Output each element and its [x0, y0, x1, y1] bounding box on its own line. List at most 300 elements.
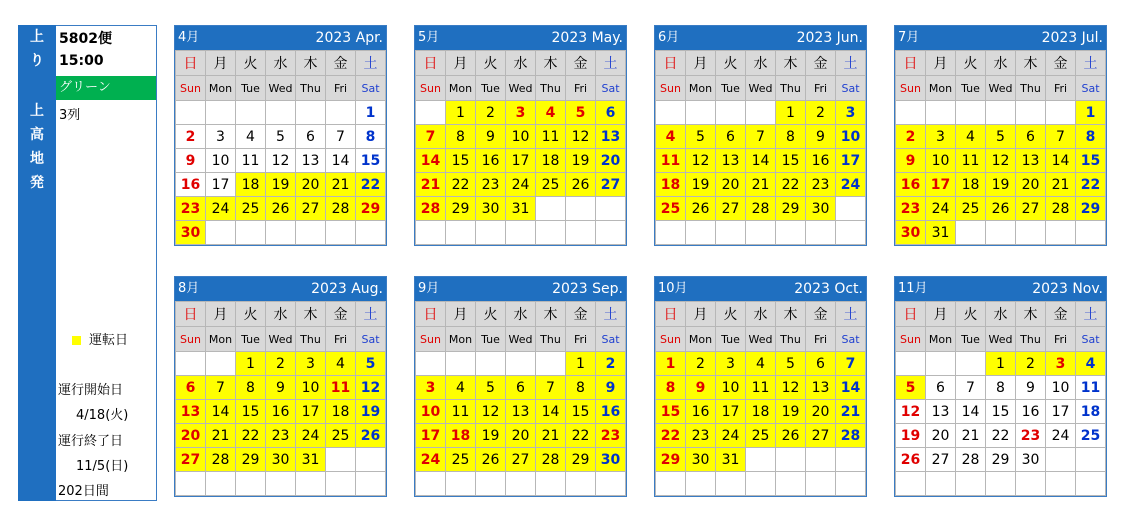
empty-cell	[566, 472, 596, 496]
day-cell: 7	[536, 376, 566, 400]
day-cell: 29	[236, 448, 266, 472]
month-calendar	[654, 276, 867, 497]
weekday-header-jp: 火	[716, 302, 746, 327]
origin-char: 発	[30, 175, 44, 191]
month-calendar	[414, 276, 627, 497]
weekday-header-en: Tue	[956, 327, 986, 352]
empty-cell	[596, 197, 626, 221]
day-cell: 12	[686, 149, 716, 173]
day-cell: 15	[566, 400, 596, 424]
empty-cell	[296, 101, 326, 125]
weekday-header-en: Wed	[986, 76, 1016, 101]
day-cell: 11	[326, 376, 356, 400]
day-cell: 20	[806, 400, 836, 424]
day-cell: 11	[1076, 376, 1106, 400]
month-table	[175, 301, 386, 496]
day-cell: 28	[1046, 197, 1076, 221]
empty-cell	[206, 101, 236, 125]
weekday-header-jp: 月	[206, 51, 236, 76]
day-cell: 1	[656, 352, 686, 376]
empty-cell	[326, 472, 356, 496]
day-cell: 15	[356, 149, 386, 173]
empty-cell	[1076, 221, 1106, 245]
month-header	[415, 26, 626, 50]
weekday-header-en: Tue	[956, 76, 986, 101]
day-cell: 24	[836, 173, 866, 197]
empty-cell	[806, 221, 836, 245]
day-cell: 10	[416, 400, 446, 424]
day-cell: 30	[266, 448, 296, 472]
day-cell: 7	[416, 125, 446, 149]
legend	[72, 329, 128, 348]
empty-cell	[776, 472, 806, 496]
empty-cell	[206, 221, 236, 245]
month-calendar	[654, 25, 867, 246]
week-row	[896, 149, 1106, 173]
week-row	[896, 376, 1106, 400]
empty-cell	[176, 472, 206, 496]
month-header	[175, 26, 386, 50]
day-cell: 26	[776, 424, 806, 448]
empty-cell	[596, 472, 626, 496]
day-cell: 17	[1046, 400, 1076, 424]
empty-cell	[656, 221, 686, 245]
weekday-header-jp: 金	[806, 51, 836, 76]
day-cell: 5	[686, 125, 716, 149]
weekday-header-jp: 火	[956, 302, 986, 327]
empty-cell	[506, 352, 536, 376]
week-row	[896, 352, 1106, 376]
empty-cell	[956, 352, 986, 376]
day-cell: 1	[566, 352, 596, 376]
day-cell: 21	[746, 173, 776, 197]
empty-cell	[326, 101, 356, 125]
weekday-header-jp: 火	[716, 51, 746, 76]
month-header	[175, 277, 386, 301]
day-cell: 12	[266, 149, 296, 173]
week-row	[896, 173, 1106, 197]
empty-cell	[896, 472, 926, 496]
day-cell: 29	[566, 448, 596, 472]
train-number: 5802便	[59, 31, 112, 47]
route-direction-bar	[18, 25, 56, 501]
month-table	[415, 301, 626, 496]
day-cell: 11	[236, 149, 266, 173]
week-row	[176, 149, 386, 173]
day-cell: 25	[746, 424, 776, 448]
day-cell: 15	[986, 400, 1016, 424]
empty-cell	[746, 221, 776, 245]
weekday-header-jp: 土	[596, 302, 626, 327]
day-cell: 17	[926, 173, 956, 197]
day-cell: 29	[986, 448, 1016, 472]
weekday-header-jp: 土	[356, 51, 386, 76]
day-cell: 27	[716, 197, 746, 221]
weekday-header-en: Sat	[1076, 327, 1106, 352]
week-row	[176, 125, 386, 149]
week-row	[656, 376, 866, 400]
weekday-header-jp: 木	[776, 302, 806, 327]
day-cell: 27	[296, 197, 326, 221]
origin-char: 上	[30, 103, 44, 119]
weekday-header-en: Thu	[1016, 76, 1046, 101]
empty-cell	[1076, 448, 1106, 472]
day-cell: 10	[716, 376, 746, 400]
empty-cell	[536, 197, 566, 221]
empty-cell	[416, 472, 446, 496]
day-cell: 18	[446, 424, 476, 448]
week-row	[416, 448, 626, 472]
day-cell: 31	[296, 448, 326, 472]
weekday-header-en: Fri	[806, 76, 836, 101]
end-date: 11/5(日)	[76, 459, 129, 474]
weekday-header-en: Sat	[836, 76, 866, 101]
day-cell: 25	[326, 424, 356, 448]
weekday-header-jp: 木	[1016, 51, 1046, 76]
day-cell: 13	[176, 400, 206, 424]
week-row	[416, 352, 626, 376]
day-cell: 26	[686, 197, 716, 221]
day-cell: 10	[506, 125, 536, 149]
day-cell: 17	[296, 400, 326, 424]
day-cell: 28	[416, 197, 446, 221]
weekday-header-jp: 金	[326, 51, 356, 76]
week-row	[896, 125, 1106, 149]
day-cell: 9	[1016, 376, 1046, 400]
day-cell: 21	[326, 173, 356, 197]
week-row	[896, 424, 1106, 448]
day-cell: 19	[686, 173, 716, 197]
weekday-header-en: Sat	[356, 76, 386, 101]
day-cell: 19	[266, 173, 296, 197]
day-cell: 13	[296, 149, 326, 173]
empty-cell	[686, 221, 716, 245]
day-cell: 26	[356, 424, 386, 448]
day-cell: 18	[656, 173, 686, 197]
day-cell: 29	[776, 197, 806, 221]
day-cell: 14	[326, 149, 356, 173]
day-cell: 29	[356, 197, 386, 221]
weekday-header-en: Mon	[446, 76, 476, 101]
day-cell: 8	[356, 125, 386, 149]
weekday-header-jp: 月	[446, 51, 476, 76]
day-cell: 30	[596, 448, 626, 472]
month-label-en: 2023 Apr.	[315, 30, 383, 46]
day-cell: 6	[926, 376, 956, 400]
day-cell: 2	[896, 125, 926, 149]
weekday-header-en: Sat	[1076, 76, 1106, 101]
weekday-header-en: Wed	[506, 76, 536, 101]
weekday-header-en: Wed	[746, 76, 776, 101]
weekday-header-jp: 月	[926, 302, 956, 327]
day-cell: 5	[986, 125, 1016, 149]
empty-cell	[716, 472, 746, 496]
empty-cell	[356, 221, 386, 245]
month-header	[415, 277, 626, 301]
empty-cell	[686, 101, 716, 125]
day-cell: 12	[566, 125, 596, 149]
weekday-header-en: Tue	[476, 327, 506, 352]
day-cell: 22	[566, 424, 596, 448]
day-cell: 21	[416, 173, 446, 197]
day-cell: 18	[956, 173, 986, 197]
weekday-header-jp: 月	[446, 302, 476, 327]
day-cell: 22	[656, 424, 686, 448]
day-cell: 11	[536, 125, 566, 149]
weekday-header-en: Tue	[236, 76, 266, 101]
origin-char: 地	[30, 151, 44, 167]
day-cell: 9	[596, 376, 626, 400]
start-label: 運行開始日	[58, 383, 124, 398]
day-cell: 8	[1076, 125, 1106, 149]
day-cell: 23	[896, 197, 926, 221]
weekday-header-jp: 土	[596, 51, 626, 76]
line-badge: グリーン	[56, 76, 156, 100]
empty-cell	[296, 472, 326, 496]
day-cell: 6	[596, 101, 626, 125]
day-cell: 15	[446, 149, 476, 173]
day-cell: 28	[326, 197, 356, 221]
weekday-header-jp: 土	[1076, 51, 1106, 76]
empty-cell	[896, 101, 926, 125]
weekday-header-jp: 水	[746, 302, 776, 327]
weekday-header-en: Mon	[926, 76, 956, 101]
weekday-header-en: Fri	[326, 76, 356, 101]
direction-char: 上	[30, 29, 44, 45]
day-cell: 17	[716, 400, 746, 424]
day-cell: 10	[836, 125, 866, 149]
day-cell: 18	[536, 149, 566, 173]
day-cell: 28	[836, 424, 866, 448]
empty-cell	[656, 101, 686, 125]
weekday-header-jp: 水	[986, 302, 1016, 327]
weekday-header-jp: 木	[536, 51, 566, 76]
day-cell: 16	[806, 149, 836, 173]
day-cell: 17	[836, 149, 866, 173]
operating-day-swatch	[72, 336, 81, 345]
day-cell: 29	[656, 448, 686, 472]
day-cell: 21	[206, 424, 236, 448]
day-cell: 13	[506, 400, 536, 424]
month-label-en: 2023 Nov.	[1032, 281, 1103, 297]
day-cell: 19	[356, 400, 386, 424]
day-cell: 23	[686, 424, 716, 448]
weekday-header-en: Fri	[326, 327, 356, 352]
day-cell: 30	[806, 197, 836, 221]
day-cell: 13	[926, 400, 956, 424]
empty-cell	[956, 221, 986, 245]
day-cell: 27	[176, 448, 206, 472]
month-table	[655, 301, 866, 496]
day-cell: 9	[896, 149, 926, 173]
day-cell: 12	[986, 149, 1016, 173]
weekday-header-en: Wed	[506, 327, 536, 352]
empty-cell	[416, 352, 446, 376]
day-cell: 20	[926, 424, 956, 448]
day-cell: 12	[476, 400, 506, 424]
day-cell: 25	[1076, 424, 1106, 448]
empty-cell	[656, 472, 686, 496]
day-cell: 22	[1076, 173, 1106, 197]
weekday-header-jp: 金	[806, 302, 836, 327]
day-cell: 16	[686, 400, 716, 424]
empty-cell	[836, 197, 866, 221]
day-cell: 19	[986, 173, 1016, 197]
weekday-header-en: Sun	[416, 76, 446, 101]
day-cell: 12	[896, 400, 926, 424]
week-row	[416, 400, 626, 424]
week-row	[656, 448, 866, 472]
day-cell: 16	[266, 400, 296, 424]
day-cell: 22	[776, 173, 806, 197]
day-cell: 2	[176, 125, 206, 149]
empty-cell	[476, 352, 506, 376]
day-cell: 28	[536, 448, 566, 472]
day-cell: 6	[1016, 125, 1046, 149]
day-cell: 8	[656, 376, 686, 400]
weekday-header-en: Wed	[266, 327, 296, 352]
weekday-header-en: Sat	[596, 76, 626, 101]
day-cell: 27	[506, 448, 536, 472]
weekday-header-en: Mon	[686, 76, 716, 101]
day-cell: 28	[206, 448, 236, 472]
empty-cell	[1046, 101, 1076, 125]
origin-char: 高	[30, 127, 44, 143]
day-cell: 23	[266, 424, 296, 448]
day-cell: 16	[596, 400, 626, 424]
day-cell: 24	[926, 197, 956, 221]
day-cell: 23	[176, 197, 206, 221]
day-cell: 7	[746, 125, 776, 149]
day-cell: 28	[746, 197, 776, 221]
weekday-header-en: Mon	[206, 327, 236, 352]
day-cell: 17	[506, 149, 536, 173]
day-cell: 10	[1046, 376, 1076, 400]
day-cell: 18	[1076, 400, 1106, 424]
day-cell: 23	[596, 424, 626, 448]
day-cell: 4	[326, 352, 356, 376]
month-label-jp: 11月	[898, 281, 928, 296]
day-cell: 25	[446, 448, 476, 472]
weekday-header-en: Sun	[896, 76, 926, 101]
day-cell: 14	[836, 376, 866, 400]
day-cell: 27	[596, 173, 626, 197]
day-cell: 20	[506, 424, 536, 448]
day-cell: 3	[926, 125, 956, 149]
week-row	[656, 125, 866, 149]
weekday-header-en: Sun	[896, 327, 926, 352]
day-cell: 26	[896, 448, 926, 472]
week-row	[656, 173, 866, 197]
empty-cell	[446, 472, 476, 496]
weekday-header-en: Fri	[806, 327, 836, 352]
weekday-header-en: Thu	[296, 76, 326, 101]
weekday-header-en: Fri	[1046, 327, 1076, 352]
empty-cell	[1046, 221, 1076, 245]
day-cell: 13	[716, 149, 746, 173]
empty-cell	[716, 101, 746, 125]
day-cell: 8	[776, 125, 806, 149]
operating-days-count: 202日間	[58, 484, 109, 499]
day-cell: 9	[686, 376, 716, 400]
day-cell: 30	[1016, 448, 1046, 472]
day-cell: 2	[596, 352, 626, 376]
week-row	[656, 400, 866, 424]
month-table	[895, 50, 1106, 245]
day-cell: 22	[236, 424, 266, 448]
day-cell: 3	[716, 352, 746, 376]
start-date: 4/18(火)	[76, 408, 129, 423]
week-row	[896, 221, 1106, 245]
week-row	[416, 472, 626, 496]
weekday-header-jp: 月	[926, 51, 956, 76]
empty-cell	[1046, 448, 1076, 472]
day-cell: 4	[1076, 352, 1106, 376]
empty-cell	[806, 472, 836, 496]
weekday-header-jp: 日	[176, 302, 206, 327]
day-cell: 27	[926, 448, 956, 472]
day-cell: 15	[776, 149, 806, 173]
day-cell: 8	[566, 376, 596, 400]
end-label: 運行終了日	[58, 434, 124, 449]
day-cell: 18	[746, 400, 776, 424]
day-cell: 6	[506, 376, 536, 400]
weekday-header-jp: 月	[686, 302, 716, 327]
day-cell: 3	[506, 101, 536, 125]
weekday-header-en: Sun	[416, 327, 446, 352]
empty-cell	[416, 221, 446, 245]
day-cell: 22	[446, 173, 476, 197]
weekday-header-en: Thu	[536, 327, 566, 352]
day-cell: 11	[956, 149, 986, 173]
day-cell: 24	[506, 173, 536, 197]
month-table	[895, 301, 1106, 496]
day-cell: 27	[1016, 197, 1046, 221]
weekday-header-en: Thu	[296, 327, 326, 352]
weekday-header-en: Tue	[716, 76, 746, 101]
weekday-header-en: Thu	[536, 76, 566, 101]
direction-label	[18, 25, 56, 73]
week-row	[416, 197, 626, 221]
week-row	[656, 352, 866, 376]
month-calendar	[174, 276, 387, 497]
day-cell: 7	[1046, 125, 1076, 149]
weekday-header-en: Thu	[776, 76, 806, 101]
empty-cell	[476, 472, 506, 496]
week-row	[656, 472, 866, 496]
empty-cell	[176, 101, 206, 125]
weekday-header-jp: 水	[746, 51, 776, 76]
weekday-header-jp: 土	[836, 51, 866, 76]
empty-cell	[836, 472, 866, 496]
day-cell: 7	[206, 376, 236, 400]
day-cell: 20	[296, 173, 326, 197]
month-label-en: 2023 Aug.	[311, 281, 383, 297]
weekday-header-en: Mon	[446, 327, 476, 352]
day-cell: 9	[476, 125, 506, 149]
month-label-en: 2023 Jun.	[796, 30, 863, 46]
day-cell: 25	[536, 173, 566, 197]
empty-cell	[536, 352, 566, 376]
week-row	[176, 376, 386, 400]
empty-cell	[446, 352, 476, 376]
day-cell: 5	[266, 125, 296, 149]
weekday-header-jp: 日	[656, 302, 686, 327]
seat-rows: 3列	[59, 108, 81, 123]
empty-cell	[266, 221, 296, 245]
day-cell: 19	[776, 400, 806, 424]
weekday-header-en: Fri	[566, 327, 596, 352]
